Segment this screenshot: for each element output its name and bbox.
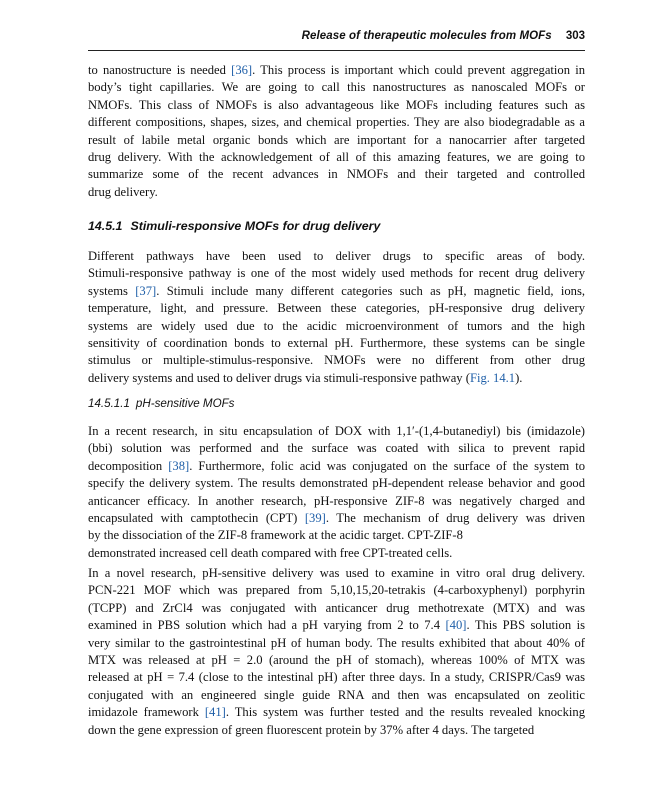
text-line — [88, 79, 585, 96]
text-line — [88, 370, 585, 387]
line-text: different compositions, shapes, sizes, and chemical properties. They are also biodegradable as a — [88, 115, 585, 130]
running-title: Release of therapeutic molecules from MOFs — [301, 30, 552, 42]
text-line — [88, 423, 585, 440]
citation-link[interactable]: [41] — [204, 705, 226, 720]
line-text: by the dissociation of the ZIF-8 framework at the acidic target. CPT-ZIF-8 — [88, 528, 463, 543]
paragraph-2 — [88, 248, 585, 387]
line-text: (bbi) solution was performed and the surface was coated with silica to prevent rapid — [88, 441, 585, 456]
text-line — [88, 335, 585, 352]
line-text: down the gene expression of green fluorescent protein by 37% after 4 days. The targeted — [88, 722, 535, 737]
subsection-heading — [88, 397, 585, 410]
line-text: examined in PBS solution which had a pH varying from 2 to 7.4 — [88, 618, 446, 633]
line-text: encapsulated with camptothecin (CPT) — [88, 511, 305, 526]
citation-link[interactable]: [38] — [168, 458, 190, 473]
citation-link[interactable]: [39] — [304, 511, 326, 526]
text-line — [88, 440, 585, 457]
line-text: . This system was further tested and the results revealed knocking — [225, 705, 585, 720]
text-line — [88, 166, 585, 183]
text-line — [88, 114, 585, 131]
text-line — [88, 149, 585, 166]
text-line — [88, 722, 585, 739]
text-line — [88, 510, 585, 527]
line-text: PCN-221 MOF which was prepared from 5,10,15,20-tetrakis (4-carboxyphenyl) porphyrin — [88, 583, 585, 598]
line-text: sensitivity of coordination bonds to external pH. Furthermore, these systems can be single — [88, 336, 585, 351]
text-line — [88, 475, 585, 492]
line-text: In a recent research, in situ encapsulation of DOX with 1,1′-(1,4-butanediyl) bis (imidazole) — [88, 424, 585, 438]
citation-link[interactable]: [37] — [135, 283, 157, 298]
line-text: temperature, light, and pressure. Between these categories, pH-responsive drug delivery — [88, 301, 585, 316]
section-title: Stimuli-responsive MOFs for drug delivery — [130, 219, 381, 233]
line-text: stimulus or multiple-stimulus-responsive. NMOFs were no different from other drug — [88, 353, 585, 368]
line-text: very similar to the gastrointestinal pH of human body. The results exhibited that about 40% of — [88, 635, 585, 650]
subsection-number: 14.5.1.1 — [88, 397, 130, 410]
line-text: decomposition — [88, 458, 169, 473]
text-line — [88, 458, 585, 475]
text-line — [88, 283, 585, 300]
text-line — [88, 545, 585, 562]
text-line — [88, 300, 585, 317]
paragraph-3 — [88, 423, 585, 562]
line-text: released at pH = 7.4 (close to the intestinal pH) after three days. In a study, CRISPR/Cas9 was — [88, 670, 585, 685]
paragraph-4 — [88, 565, 585, 739]
line-text: systems are widely used due to the acidic microenvironment of tumors and the high — [88, 318, 585, 333]
text-line — [88, 493, 585, 510]
line-text: drug delivery. — [88, 184, 158, 199]
line-text: . Furthermore, folic acid was conjugated on the surface of the system to — [189, 458, 585, 473]
section-heading — [88, 219, 585, 233]
text-line — [88, 652, 585, 669]
text-line — [88, 582, 585, 599]
text-line — [88, 62, 585, 79]
text-line — [88, 265, 585, 282]
line-text: specify the delivery system. The results demonstrated pH-dependent release behavior and good — [88, 476, 585, 491]
text-line — [88, 635, 585, 652]
paragraph-1 — [88, 62, 585, 201]
line-text: . This PBS solution is — [466, 618, 585, 633]
line-text: delivery systems and used to deliver drugs via stimuli-responsive pathway ( — [88, 370, 470, 385]
text-line — [88, 352, 585, 369]
text-line — [88, 704, 585, 721]
text-line — [88, 132, 585, 149]
line-text: to nanostructure is needed — [88, 63, 232, 77]
line-text: . The mechanism of drug delivery was driven — [325, 511, 585, 526]
line-text: anticancer efficacy. In another research, pH-responsive ZIF-8 was negatively charged and — [88, 493, 585, 508]
citation-link[interactable]: [40] — [445, 618, 467, 633]
line-text: (TCPP) and ZrCl4 was conjugated with anticancer drug methotrexate (MTX) and was — [88, 600, 585, 615]
text-line — [88, 184, 585, 201]
line-text: imidazole framework — [88, 705, 205, 720]
line-text: conjugated with an engineered single guide RNA and then was encapsulated on zeolitic — [88, 687, 585, 702]
line-text: NMOFs. This class of NMOFs is also advantageous like MOFs including features such as — [88, 97, 585, 112]
line-text: . This process is important which could prevent aggregation in — [252, 63, 585, 77]
text-line — [88, 248, 585, 265]
running-header — [88, 30, 585, 51]
section-number: 14.5.1 — [88, 219, 123, 233]
line-text: demonstrated increased cell death compared with free CPT-treated cells. — [88, 545, 453, 560]
text-line — [88, 97, 585, 114]
text-line — [88, 600, 585, 617]
text-line — [88, 565, 585, 582]
line-text: In a novel research, pH-sensitive delivery was used to examine in vitro oral drug delivery. — [88, 566, 585, 580]
line-text: Different pathways have been used to deliver drugs to specific areas of body. — [88, 249, 585, 263]
line-text: MTX was released at pH = 2.0 (around the pH of stomach), whereas 100% of MTX was — [88, 653, 585, 668]
page-number: 303 — [565, 30, 585, 42]
text-line — [88, 617, 585, 634]
line-text: . Stimuli include many different categories such as pH, magnetic field, ions, — [156, 283, 585, 298]
text-line — [88, 527, 585, 544]
subsection-title: pH-sensitive MOFs — [135, 397, 235, 410]
text-line — [88, 318, 585, 335]
line-text: body’s tight capillaries. We are going to call this nanostructures as nanoscaled MOFs or — [88, 80, 585, 95]
line-text: result of labile metal organic bonds which are important for a nanocarrier after targeted — [88, 132, 585, 147]
text-line — [88, 687, 585, 704]
line-text: systems — [88, 283, 136, 298]
citation-link[interactable]: [36] — [231, 63, 253, 77]
line-text: ). — [515, 370, 523, 385]
citation-link[interactable]: Fig. 14.1 — [469, 370, 516, 385]
line-text: drug delivery. With the acknowledgement of all of this amazing features, we are going to — [88, 150, 585, 165]
text-line — [88, 669, 585, 686]
line-text: summarize some of the recent advances in NMOFs and their targeted and controlled — [88, 167, 585, 182]
line-text: Stimuli-responsive pathway is one of the most widely used methods for recent drug delivery — [88, 266, 585, 281]
